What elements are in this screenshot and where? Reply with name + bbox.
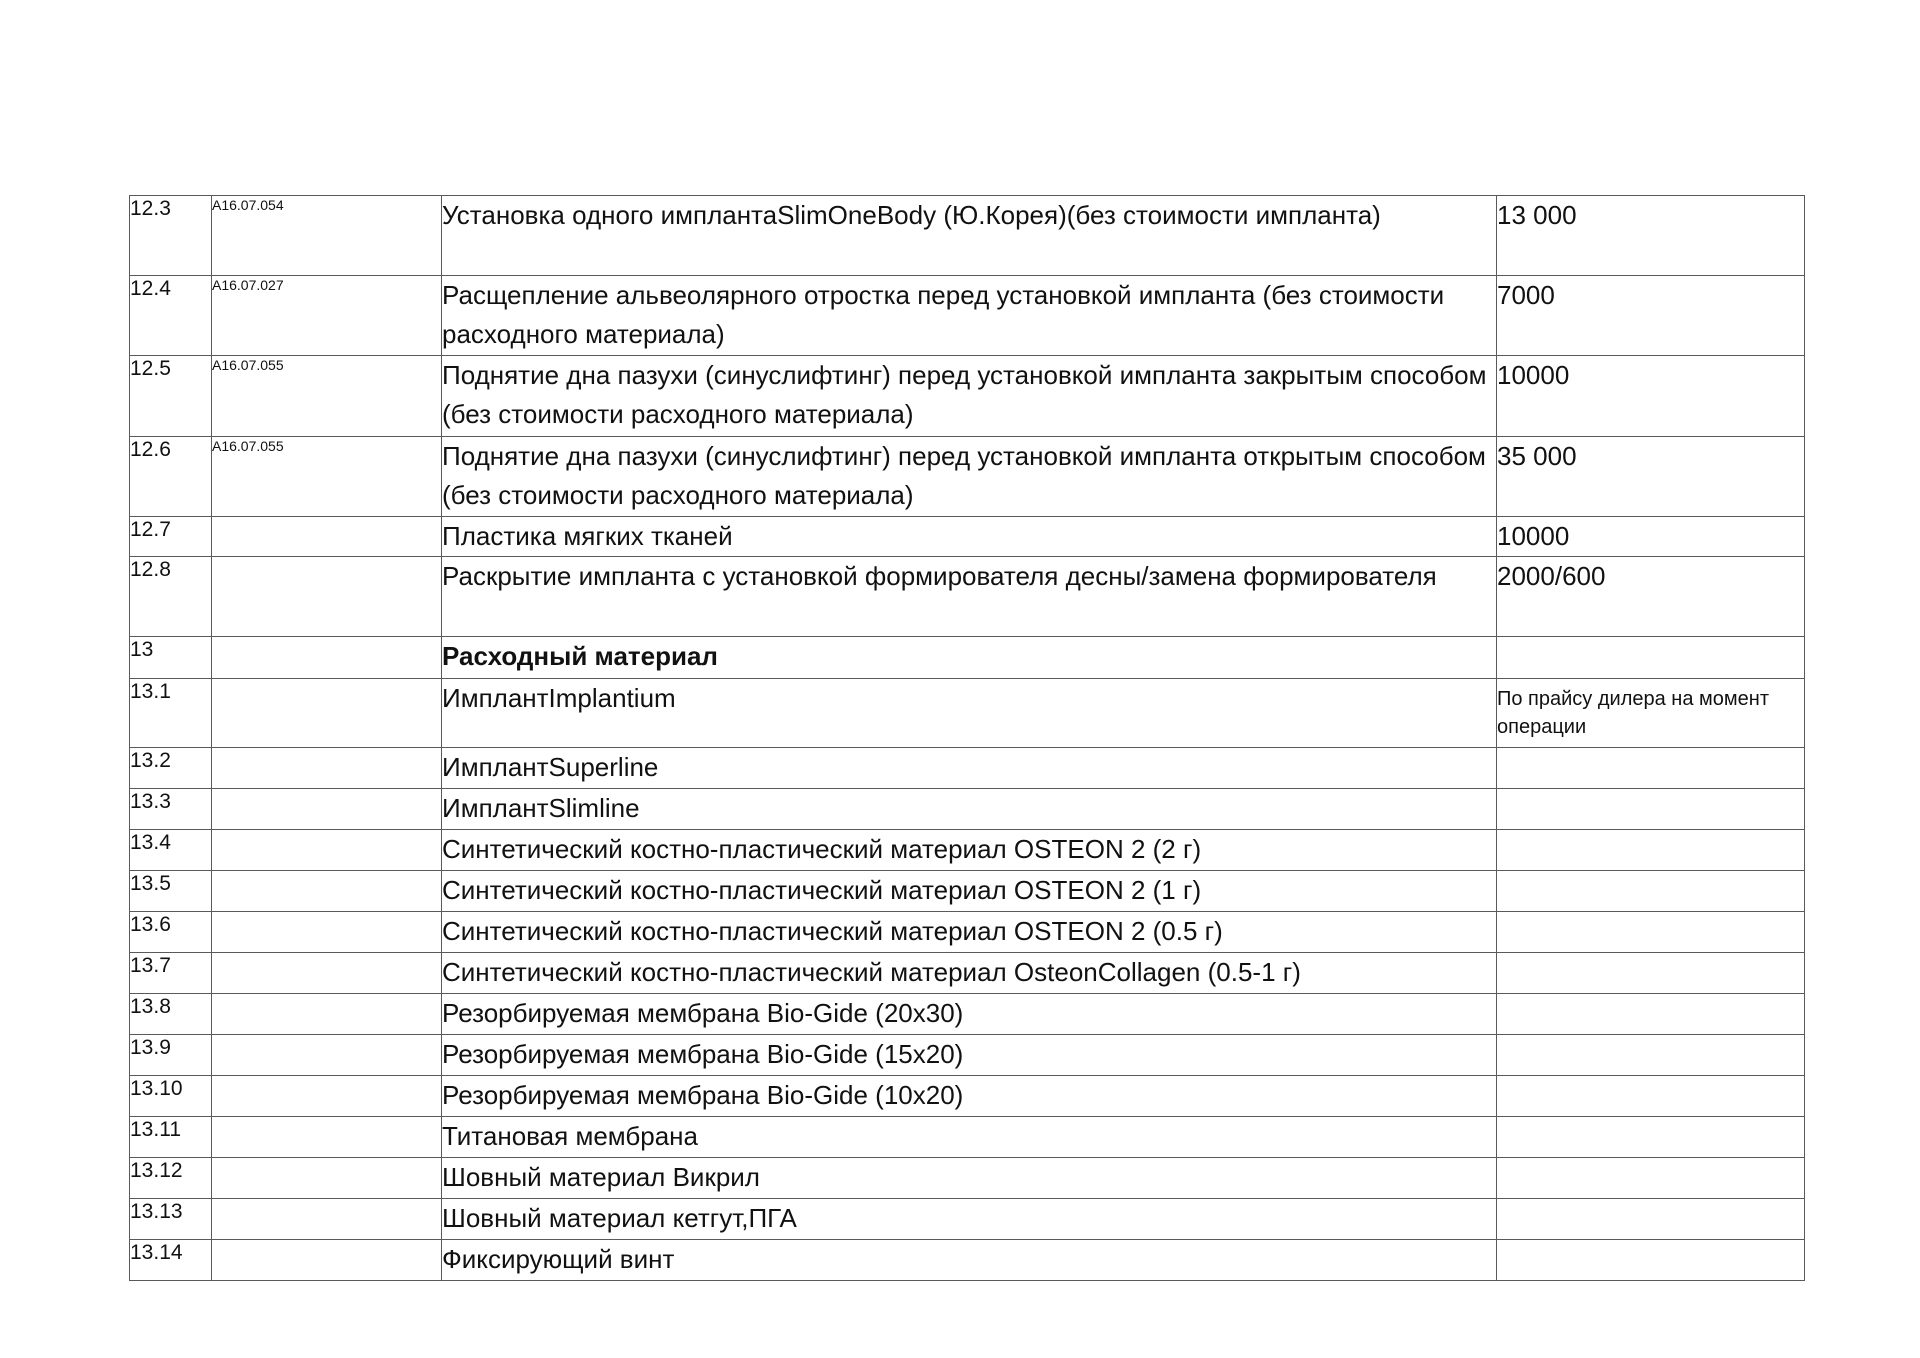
row-number: 13.7: [130, 953, 212, 994]
table-row: [130, 994, 1805, 1035]
service-price: [1497, 748, 1805, 789]
row-number: 12.5: [130, 356, 212, 437]
row-number: 12.6: [130, 437, 212, 517]
table-row: [130, 679, 1805, 748]
service-code: A16.07.055: [212, 437, 442, 517]
service-code: A16.07.054: [212, 196, 442, 276]
table-row: [130, 356, 1805, 437]
service-name: ИмплантImplantium: [442, 679, 1497, 748]
service-code: [212, 953, 442, 994]
table-row: [130, 276, 1805, 356]
service-name: Раскрытие импланта с установкой формирователя десны/замена формирователя: [442, 557, 1497, 637]
service-code: [212, 557, 442, 637]
service-name: Синтетический костно-пластический материал OSTEON 2 (1 г): [442, 871, 1497, 912]
service-name: Синтетический костно-пластический материал OsteonCollagen (0.5-1 г): [442, 953, 1497, 994]
table-row: [130, 1240, 1805, 1281]
service-price: [1497, 1117, 1805, 1158]
service-name: Расщепление альвеолярного отростка перед установкой импланта (без стоимости расходного материала): [442, 276, 1497, 356]
service-price: [1497, 789, 1805, 830]
service-name: Титановая мембрана: [442, 1117, 1497, 1158]
service-code: [212, 748, 442, 789]
service-code: [212, 871, 442, 912]
table-row: [130, 1035, 1805, 1076]
service-price: [1497, 637, 1805, 679]
service-name: Резорбируемая мембрана Bio-Gide (20x30): [442, 994, 1497, 1035]
service-name: Синтетический костно-пластический материал OSTEON 2 (2 г): [442, 830, 1497, 871]
service-name: Установка одного имплантаSlimOneBody (Ю.Корея)(без стоимости импланта): [442, 196, 1497, 276]
row-number: 13.1: [130, 679, 212, 748]
table-row: [130, 830, 1805, 871]
service-name: Синтетический костно-пластический материал OSTEON 2 (0.5 г): [442, 912, 1497, 953]
table-row: [130, 1158, 1805, 1199]
row-number: 13.9: [130, 1035, 212, 1076]
service-price: [1497, 1199, 1805, 1240]
section-title: Расходный материал: [442, 637, 1497, 679]
row-number: 13.12: [130, 1158, 212, 1199]
service-price: [1497, 912, 1805, 953]
service-price: [1497, 1035, 1805, 1076]
table-row: [130, 748, 1805, 789]
row-number: 12.4: [130, 276, 212, 356]
service-code: [212, 830, 442, 871]
row-number: 13.13: [130, 1199, 212, 1240]
table-row: [130, 1199, 1805, 1240]
service-price: [1497, 871, 1805, 912]
service-price: [1497, 1158, 1805, 1199]
service-code: [212, 789, 442, 830]
service-name: Резорбируемая мембрана Bio-Gide (15x20): [442, 1035, 1497, 1076]
table-row: [130, 196, 1805, 276]
service-price: 35 000: [1497, 437, 1805, 517]
table-row: [130, 437, 1805, 517]
service-code: [212, 1035, 442, 1076]
table-row: [130, 912, 1805, 953]
service-price: 7000: [1497, 276, 1805, 356]
service-price: [1497, 994, 1805, 1035]
row-number: 13.6: [130, 912, 212, 953]
row-number: 13.4: [130, 830, 212, 871]
table-row: [130, 1117, 1805, 1158]
table-row: [130, 789, 1805, 830]
service-code: [212, 1117, 442, 1158]
row-number: 12.3: [130, 196, 212, 276]
row-number: 13.14: [130, 1240, 212, 1281]
service-price: [1497, 1076, 1805, 1117]
table-row: [130, 953, 1805, 994]
service-code: [212, 517, 442, 557]
row-number: 13.10: [130, 1076, 212, 1117]
price-list-table: [129, 195, 1805, 1281]
service-price: [1497, 1240, 1805, 1281]
table-row: [130, 557, 1805, 637]
row-number: 12.7: [130, 517, 212, 557]
service-code: A16.07.055: [212, 356, 442, 437]
service-code: [212, 994, 442, 1035]
service-price: 2000/600: [1497, 557, 1805, 637]
service-name: Шовный материал Викрил: [442, 1158, 1497, 1199]
service-name: ИмплантSuperline: [442, 748, 1497, 789]
service-code: [212, 679, 442, 748]
row-number: 13: [130, 637, 212, 679]
service-name: Шовный материал кетгут,ПГА: [442, 1199, 1497, 1240]
row-number: 13.2: [130, 748, 212, 789]
service-price: [1497, 953, 1805, 994]
service-code: [212, 637, 442, 679]
service-name: Пластика мягких тканей: [442, 517, 1497, 557]
table-row: [130, 871, 1805, 912]
service-code: A16.07.027: [212, 276, 442, 356]
service-name: Поднятие дна пазухи (синуслифтинг) перед установкой импланта открытым способом (без стоимости расходного материала): [442, 437, 1497, 517]
section-header-row: [130, 637, 1805, 679]
service-code: [212, 1076, 442, 1117]
service-name: Поднятие дна пазухи (синуслифтинг) перед установкой импланта закрытым способом (без стоимости расходного материала): [442, 356, 1497, 437]
row-number: 12.8: [130, 557, 212, 637]
table-row: [130, 517, 1805, 557]
service-price: 13 000: [1497, 196, 1805, 276]
service-price: [1497, 830, 1805, 871]
service-code: [212, 1240, 442, 1281]
service-name: Фиксирующий винт: [442, 1240, 1497, 1281]
service-name: ИмплантSlimline: [442, 789, 1497, 830]
service-name: Резорбируемая мембрана Bio-Gide (10x20): [442, 1076, 1497, 1117]
service-code: [212, 1199, 442, 1240]
service-price: 10000: [1497, 517, 1805, 557]
service-code: [212, 912, 442, 953]
row-number: 13.8: [130, 994, 212, 1035]
service-code: [212, 1158, 442, 1199]
row-number: 13.11: [130, 1117, 212, 1158]
service-price: 10000: [1497, 356, 1805, 437]
table-row: [130, 1076, 1805, 1117]
service-price: По прайсу дилера на момент операции: [1497, 679, 1805, 748]
row-number: 13.3: [130, 789, 212, 830]
row-number: 13.5: [130, 871, 212, 912]
